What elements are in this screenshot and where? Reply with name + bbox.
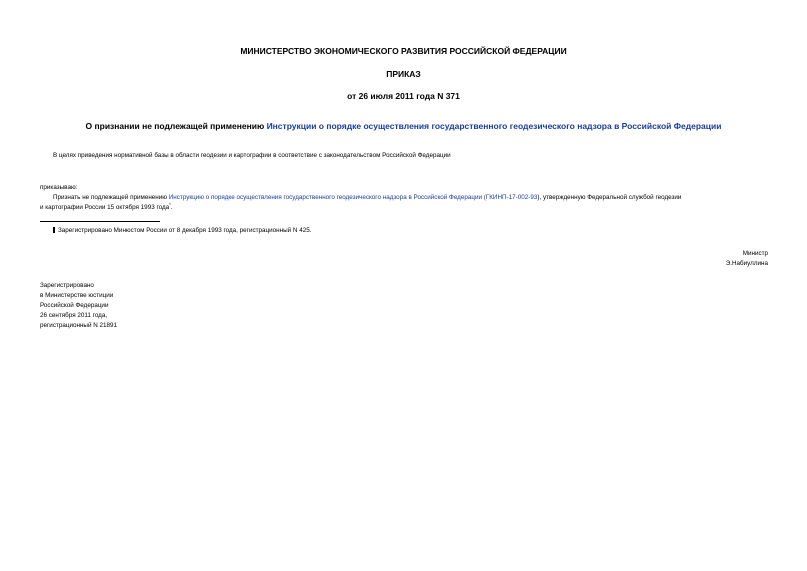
preamble-text: В целях приведения нормативной базы в области геодезии и картографии в соответствие с законодательством Российской Федерации (53, 152, 451, 159)
registration-line-2: в Министерстве юстиции (40, 292, 114, 299)
decree-word: приказываю: (40, 184, 78, 191)
instruction-link[interactable]: Инструкцию о порядке осуществления государственного геодезического надзора в Российской Федерации (ГКИНП-17-002-93 (168, 194, 538, 201)
title-prefix: О признании не подлежащей применению (85, 121, 267, 131)
registration-line-3: Российской Федерации (40, 302, 109, 309)
paragraph-1-line-2-text: и картографии России 15 октября 1993 года (40, 204, 170, 211)
footnote (53, 227, 311, 235)
registration-line-5: регистрационный N 21891 (40, 322, 118, 329)
document-type: ПРИКАЗ (386, 69, 421, 79)
footnote-text: Зарегистрировано Минюстом России от 8 декабря 1993 года, регистрационный N 425. (58, 227, 312, 234)
signature-name: Э.Набиуллина (725, 260, 768, 267)
registration-line-1: Зарегистрировано (40, 282, 94, 289)
document-title (0, 121, 807, 131)
paragraph-1-line-2 (40, 201, 173, 212)
ministry-heading: МИНИСТЕРСТВО ЭКОНОМИЧЕСКОГО РАЗВИТИЯ РОССИЙСКОЙ ФЕДЕРАЦИИ (240, 46, 567, 56)
registration-line-4: 26 сентября 2011 года, (40, 312, 108, 319)
paragraph-1-end: . (170, 204, 173, 211)
document-date-number: от 26 июля 2011 года N 371 (347, 91, 460, 101)
title-link[interactable]: Инструкции о порядке осуществления государственного геодезического надзора в Российской Федерации (266, 121, 722, 131)
paragraph-1-suffix: ), утвержденную Федеральной службой геодезии (537, 194, 682, 201)
paragraph-1-line-1 (53, 194, 681, 202)
footnote-marker-icon (53, 227, 55, 233)
paragraph-1-prefix: Признать не подлежащей применению (53, 194, 169, 201)
footnote-divider (40, 221, 160, 222)
signature-position: Министр (742, 250, 768, 257)
footnote-reference[interactable]: * (169, 201, 171, 207)
